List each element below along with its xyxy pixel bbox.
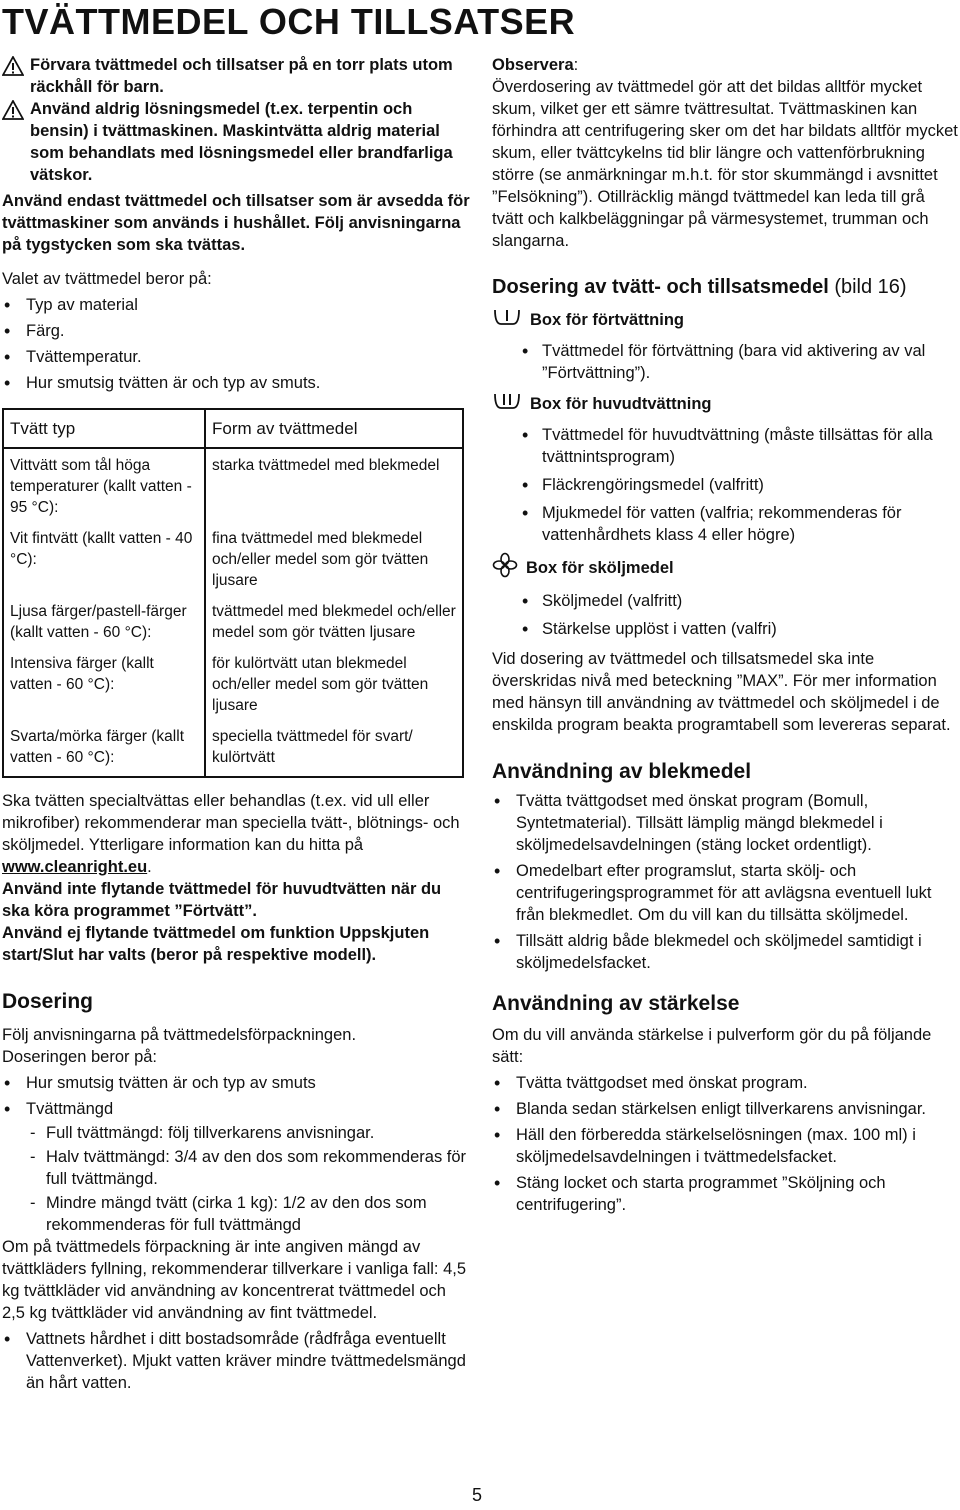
list-item: • Tillsätt aldrig både blekmedel och sköljmedel samtidigt i sköljmedelsfacket.: [492, 930, 958, 974]
box-mainwash-list: [492, 424, 958, 546]
table-header-row: [3, 409, 463, 448]
list-item: • Stärkelse upplöst i vatten (valfri): [492, 618, 958, 640]
table-header: Form av tvättmedel: [205, 409, 463, 448]
table-cell: Vittvätt som tål höga temperaturer (kallt vatten - 95 °C):: [10, 457, 192, 516]
dosing-additives-heading: Dosering av tvätt- och tillsatsmedel (bild 16): [492, 276, 907, 298]
list-item: - Halv tvättmängd: 3/4 av den dos som rekommenderas för full tvättmängd.: [2, 1146, 470, 1190]
dosing-list: [2, 1072, 470, 1120]
use-note: Använd endast tvättmedel och tillsatser som är avsedda för tvättmaskiner som används i hushållet. Följ anvisningarna på tygstycken som ska tvättas.: [2, 192, 470, 254]
detergent-table: [2, 408, 464, 778]
table-row: [3, 448, 463, 526]
dosing-dash-list: [2, 1122, 470, 1236]
list-item: • Färg.: [2, 320, 470, 342]
box-prewash-list: [492, 340, 958, 384]
observe-text: Överdosering av tvättmedel gör att det bildas alltför mycket skum, vilket ger ett sämre tvättresultat. Tvättmaskinen kan förhindra att centrifugering sker om det har bildats alltför mycket skum, eller tvättcykelns tid blir längre och vattenförbrukning större (se anmärkningar m.h.t. för stor skummängd i avsnittet ”Felsökning”). Otillräcklig mängd tvättmedel kan leda till grå tvätt och kalkbeläggningar på värmesystemet, trumman och slangarna.: [492, 78, 958, 250]
warning-icon: [2, 98, 26, 186]
water-list: [2, 1328, 470, 1394]
dosing-intro: Följ anvisningarna på tvättmedelsförpackningen.: [2, 1026, 357, 1044]
box-mainwash: Box för huvudtvättning: [492, 390, 958, 418]
bleach-heading: Användning av blekmedel: [492, 760, 752, 783]
warning-2: [2, 98, 470, 186]
flower-icon: [492, 552, 518, 584]
list-item: • Hur smutsig tvätten är och typ av smuts: [2, 1072, 470, 1094]
page-title: TVÄTTMEDEL OCH TILLSATSER: [2, 1, 576, 42]
list-item: • Tvättemperatur.: [2, 346, 470, 368]
table-cell: Ljusa färger/pastell-färger (kallt vatten - 60 °C):: [10, 603, 187, 641]
table-cell: Intensiva färger (kallt vatten - 60 °C):: [10, 655, 154, 693]
warning-1: [2, 54, 470, 98]
box-rinse-list: [492, 590, 958, 640]
list-item: • Tvättmedel för förtvättning (bara vid aktivering av val ”Förtvättning”).: [492, 340, 958, 384]
list-item: • Hur smutsig tvätten är och typ av smuts.: [2, 372, 470, 394]
special-wash-note: Ska tvätten specialtvättas eller behandlas (t.ex. vid ull eller mikrofiber) rekommenderar man speciella tvätt-, blötnings- och sköljmedel. Ytterligare information kan du hitta på www.cleanright.eu.: [2, 792, 460, 876]
dosing-heading: Dosering: [2, 990, 94, 1013]
list-item: • Fläckrengöringsmedel (valfritt): [492, 474, 958, 496]
observe-label: Observera:: [492, 56, 579, 74]
dosing-intro-2: Doseringen beror på:: [2, 1048, 158, 1066]
table-cell: Vit fintvätt (kallt vatten - 40 °C):: [10, 530, 193, 568]
starch-intro: Om du vill använda stärkelse i pulverform gör du på följande sätt:: [492, 1026, 932, 1066]
table-row: [3, 724, 463, 777]
box-ii-icon: [492, 390, 522, 418]
table-row: [3, 526, 463, 599]
table-cell: för kulörtvätt utan blekmedel och/eller medel som gör tvätten ljusare: [205, 651, 463, 724]
table-header: Tvätt typ: [3, 409, 205, 448]
list-item: • Stäng locket och starta programmet ”Sköljning och centrifugering”.: [492, 1172, 958, 1216]
liquid-warning-2: Använd ej flytande tvättmedel om funktion Uppskjuten start/Slut har valts (beror på respektive modell).: [2, 924, 430, 964]
list-item: • Omedelbart efter programslut, starta skölj- och centrifugeringsprogrammet för att avlägsna eventuell lukt från blekmedlet. Om du vill kan du tillsätta sköljmedel.: [492, 860, 958, 926]
list-item: • Typ av material: [2, 294, 470, 316]
max-paragraph: Vid dosering av tvättmedel och tillsatsmedel ska inte överskridas nivå med beteckning ”MAX”. För mer information med hänsyn till användning av tvättmedel och sköljmedel i de enskilda program beakta programtabell som levereras separat.: [492, 650, 951, 734]
table-cell: starka tvättmedel med blekmedel: [205, 448, 463, 526]
starch-list: [492, 1072, 958, 1216]
table-cell: Svarta/mörka färger (kallt vatten - 60 °C):: [10, 728, 184, 766]
page-number: 5: [472, 1485, 483, 1505]
cleanright-link[interactable]: www.cleanright.eu: [2, 858, 148, 876]
list-item: • Mjukmedel för vatten (valfria; rekommenderas för vattenhårdhets klass 4 eller högre): [492, 502, 958, 546]
list-item: • Häll den förberedda stärkelselösningen (max. 100 ml) i sköljmedelsavdelningen i tvättmedelsfacket.: [492, 1124, 958, 1168]
list-item: - Full tvättmängd: följ tillverkarens anvisningar.: [2, 1122, 470, 1144]
table-cell: speciella tvättmedel för svart/ kulörtvätt: [205, 724, 463, 777]
box-rinse: Box för sköljmedel: [492, 552, 958, 584]
table-cell: fina tvättmedel med blekmedel och/eller medel som gör tvätten ljusare: [205, 526, 463, 599]
bleach-list: [492, 790, 958, 974]
list-item: • Tvätta tvättgodset med önskat program.: [492, 1072, 958, 1094]
list-item: • Vattnets hårdhet i ditt bostadsområde (rådfråga eventuellt Vattenverket). Mjukt vatten kräver mindre tvättmedelsmängd än hårt vatten.: [2, 1328, 470, 1394]
table-row: [3, 599, 463, 651]
box-prewash: Box för förtvättning: [492, 306, 958, 334]
table-row: [3, 651, 463, 724]
list-item: • Sköljmedel (valfritt): [492, 590, 958, 612]
table-cell: tvättmedel med blekmedel och/eller medel som gör tvätten ljusare: [205, 599, 463, 651]
warning-icon: [2, 54, 26, 98]
warning-text: Använd aldrig lösningsmedel (t.ex. terpentin och bensin) i tvättmaskinen. Maskintvätta aldrig material som behandlats med lösningsmedel eller brandfarliga vätskor.: [30, 100, 453, 184]
box-i-icon: [492, 306, 522, 334]
starch-heading: Användning av stärkelse: [492, 992, 740, 1015]
list-item: • Tvättmängd: [2, 1098, 470, 1120]
choice-intro: Valet av tvättmedel beror på:: [2, 270, 212, 288]
list-item: - Mindre mängd tvätt (cirka 1 kg): 1/2 av den dos som rekommenderas för full tvättmängd: [2, 1192, 470, 1236]
list-item: • Tvätta tvättgodset med önskat program (Bomull, Syntetmaterial). Tillsätt lämplig mängd blekmedel i sköljmedelsavdelningen (stäng locket ordentligt).: [492, 790, 958, 856]
liquid-warning-1: Använd inte flytande tvättmedel för huvudtvätten när du ska köra programmet ”Förtvätt”.: [2, 880, 442, 920]
list-item: • Blanda sedan stärkelsen enligt tillverkarens anvisningar.: [492, 1098, 958, 1120]
warning-text: Förvara tvättmedel och tillsatser på en torr plats utom räckhåll för barn.: [30, 56, 453, 96]
right-column: [492, 54, 958, 1216]
list-item: • Tvättmedel för huvudtvättning (måste tillsättas för alla tvättnintsprogram): [492, 424, 958, 468]
dosing-paragraph: Om på tvättmedels förpackning är inte angiven mängd av tvättkläders fyllning, rekommenderar tillverkare i vanliga fall: 4,5 kg tvättkläder vid användning av koncentrerat tvättmedel och 2,5 kg tvättkläder vid användning av fint tvättmedel.: [2, 1238, 467, 1322]
left-column: [2, 54, 470, 1394]
choice-list: [2, 294, 470, 394]
